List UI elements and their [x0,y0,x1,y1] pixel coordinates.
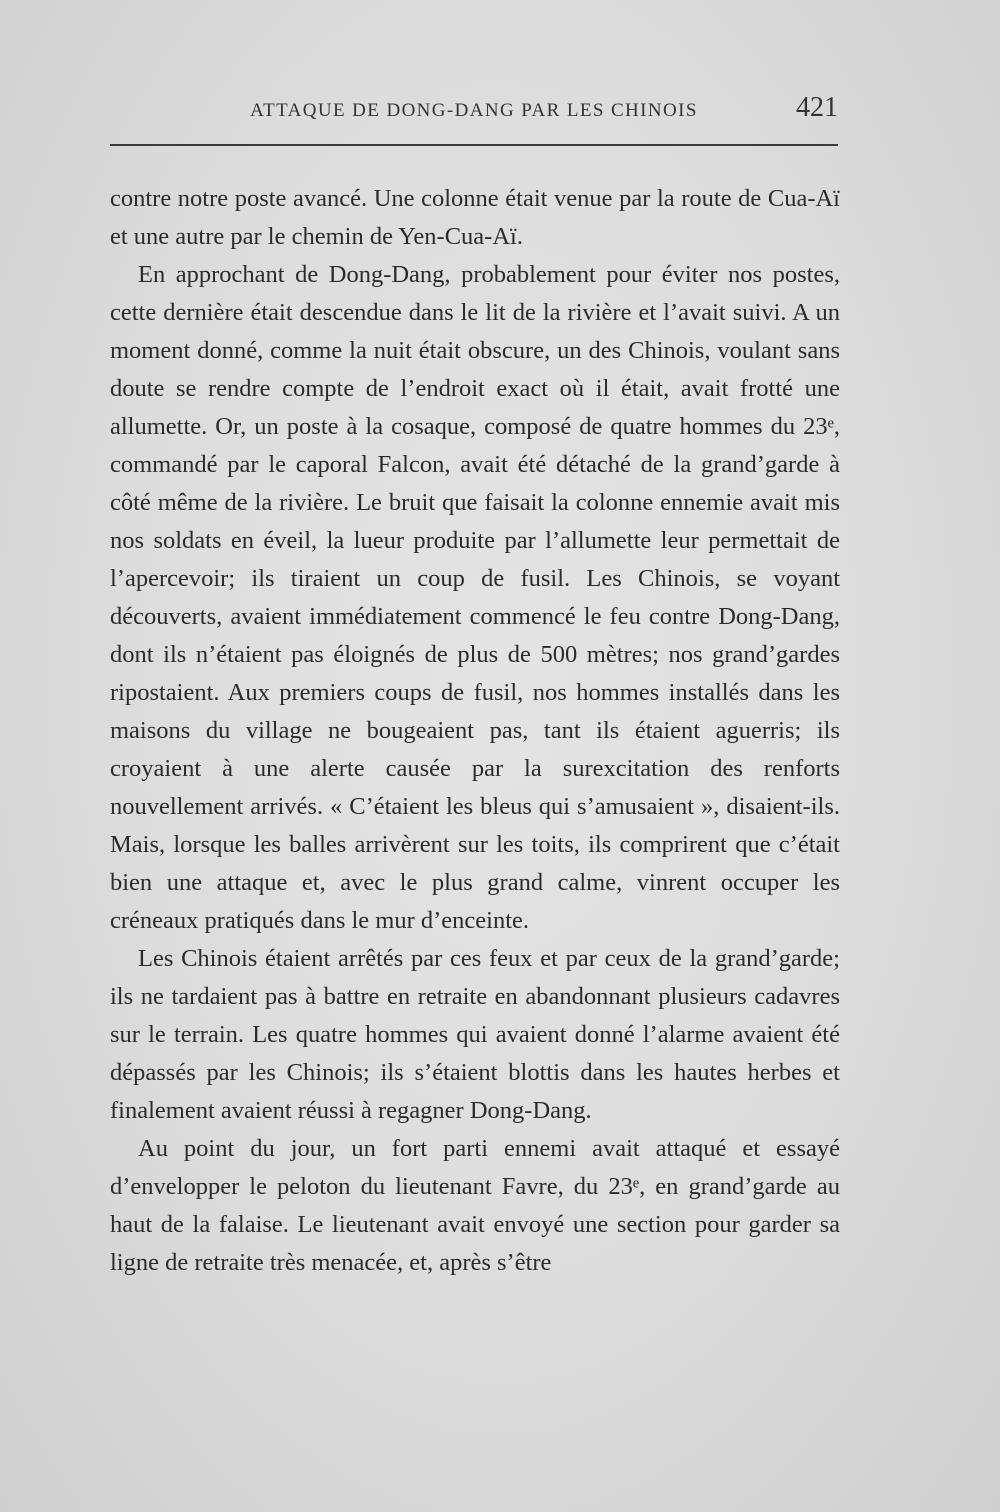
paragraph: Les Chinois étaient arrêtés par ces feux et par ceux de la grand’garde; ils ne tardaient pas à battre en retraite en abandonnant plusieurs cadavres sur le terrain. Les quatre hommes qui avaient donné l’alarme avaient été dépassés par les Chinois; ils s’étaient blottis dans les hautes herbes et finalement avaient réussi à regagner Dong-Dang. [110,945,840,1124]
header-rule [110,144,838,146]
paragraph: En approchant de Dong-Dang, probablement pour éviter nos postes, cette dernière était descendue dans le lit de la rivière et l’avait suivi. A un moment donné, comme la nuit était obscure, un des Chinois, voulant sans doute se rendre compte de l’endroit exact où il était, avait frotté une allumette. Or, un poste à la cosaque, composé de quatre hommes du 23ᵉ, commandé par le caporal Falcon, avait été détaché de la grand’garde à côté même de la rivière. Le bruit que faisait la colonne ennemie avait mis nos soldats en éveil, la lueur produite par l’allumette leur permettait de l’apercevoir; ils tiraient un coup de fusil. Les Chinois, se voyant découverts, avaient immédiatement commencé le feu contre Dong-Dang, dont ils n’étaient pas éloignés de plus de 500 mètres; nos grand’gardes ripostaient. Aux premiers coups de fusil, nos hommes installés dans les maisons du village ne bougeaient pas, tant ils étaient aguerris; ils croyaient à une alerte causée par la surexcitation des renforts nouvellement arrivés. « C’étaient les bleus qui s’amusaient », disaient-ils. Mais, lorsque les balles arrivèrent sur les toits, ils comprirent que c’était bien une attaque et, avec le plus grand calme, vinrent occuper les créneaux pratiqués dans le mur d’enceinte. [110,261,840,934]
page-number: 421 [796,92,838,123]
paragraph: Au point du jour, un fort parti ennemi avait attaqué et essayé d’envelopper le peloton du lieutenant Favre, du 23ᵉ, en grand’garde au haut de la falaise. Le lieutenant avait envoyé une section pour garder sa ligne de retraite très menacée, et, après s’être [110,1135,840,1276]
running-title: ATTAQUE DE DONG-DANG PAR LES CHINOIS [250,100,698,121]
paragraph: contre notre poste avancé. Une colonne était venue par la route de Cua-Aï et une autre par le chemin de Yen-Cua-Aï. [110,185,840,250]
body-text [110,180,840,1282]
page-header [110,92,838,132]
